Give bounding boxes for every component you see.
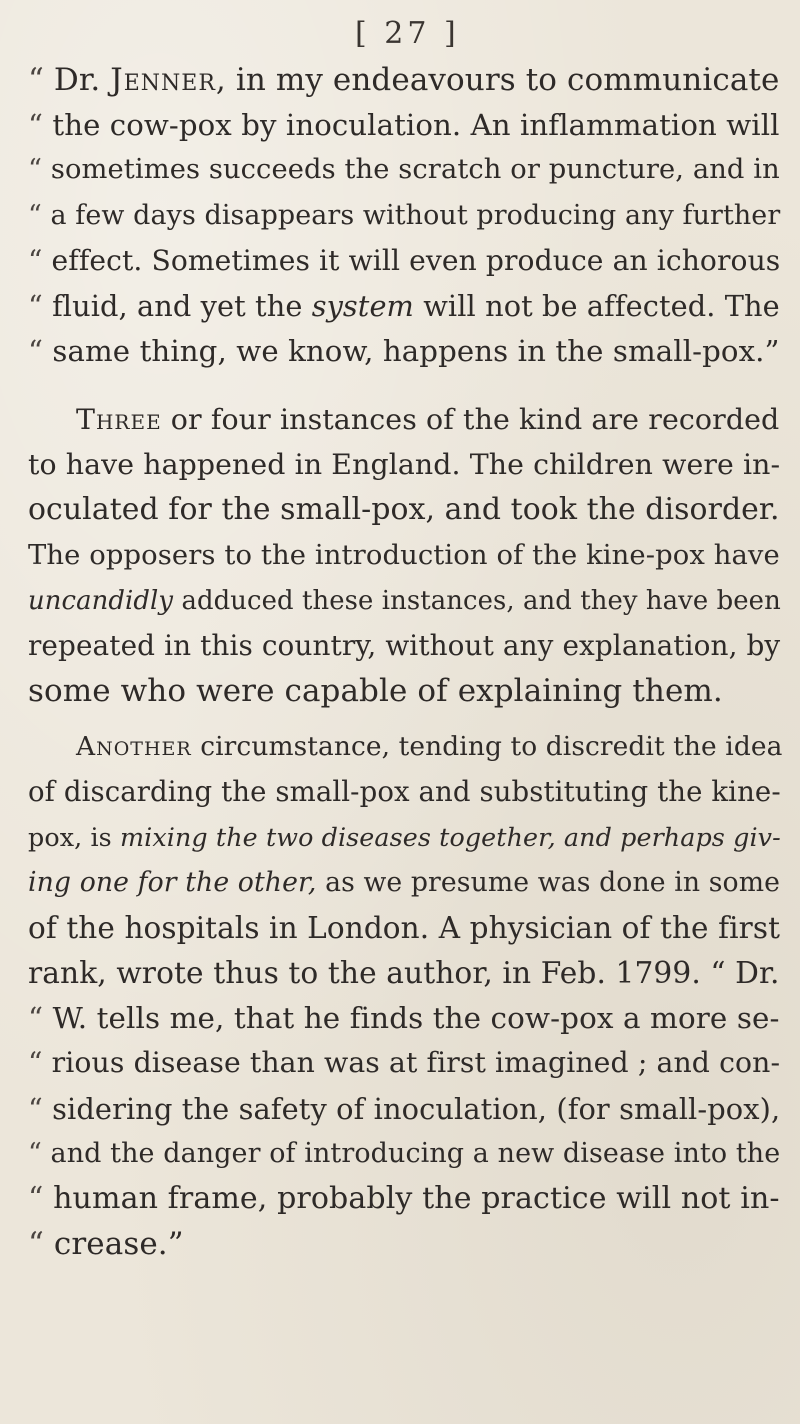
text-line (28, 998, 780, 1038)
text-run: Dr. (53, 62, 111, 98)
text-run: fluid, and yet the (52, 289, 312, 323)
text-line (28, 671, 723, 711)
text-run: effect. Sometimes it will even produce an ichorous (51, 243, 781, 277)
text-line (28, 626, 780, 666)
text-run: ing one for the other, (28, 866, 317, 898)
quote-mark: “ (28, 154, 51, 186)
text-line (28, 863, 780, 903)
text-line (28, 196, 780, 236)
text-run: repeated in this country, without any explanation, by (28, 629, 781, 662)
text-line (28, 445, 780, 485)
text-run: crease.” (53, 1226, 184, 1263)
text-run: sidering the safety of inoculation, (for small-pox), (52, 1091, 781, 1126)
quote-mark: “ (28, 1046, 52, 1080)
text-line (28, 1134, 780, 1174)
text-run: the cow-pox by inoculation. An inflammation will (52, 108, 780, 143)
text-line (76, 400, 779, 440)
text-run: same thing, we know, happens in the small-pox.” (52, 334, 780, 369)
text-run: some who were capable of explaining them. (28, 673, 723, 710)
text-line (28, 953, 780, 993)
text-line (28, 1089, 780, 1129)
text-run: , in my endeavours to communicate (215, 62, 780, 98)
text-run: a few days disappears without producing any further (50, 199, 781, 231)
text-line (28, 60, 779, 100)
quote-mark: “ (28, 1001, 53, 1036)
text-line (28, 1224, 184, 1264)
quote-mark: “ (28, 1091, 53, 1126)
text-run: sometimes succeeds the scratch or puncture, and in (50, 154, 780, 186)
text-run: Jenner (110, 62, 216, 98)
text-line (28, 817, 781, 857)
quote-mark: “ (28, 62, 54, 98)
text-run: to have happened in England. The children were in- (28, 448, 781, 482)
quote-mark: “ (28, 1137, 51, 1169)
text-run: will not be affected. The (413, 289, 780, 323)
quote-mark: “ (28, 1226, 54, 1263)
text-line (28, 331, 780, 371)
text-run: Three (76, 403, 162, 436)
quote-mark: “ (28, 334, 53, 369)
text-line (28, 1179, 780, 1219)
text-run: oculated for the small-pox, and took the disorder. (28, 492, 780, 528)
text-line (28, 581, 781, 621)
text-line (28, 1043, 780, 1083)
text-run: Another (76, 731, 192, 762)
page-number: [ 27 ] (355, 16, 460, 51)
text-run: pox, is (28, 822, 120, 853)
text-run: The opposers to the introduction of the kine-pox have (28, 539, 780, 571)
text-run: or four instances of the kind are recorded (161, 403, 780, 436)
text-run: rious disease than was at first imagined ; and con- (51, 1046, 781, 1080)
text-line (28, 286, 780, 326)
text-run: of discarding the small-pox and substituting the kine- (28, 776, 781, 809)
text-run: circumstance, tending to discredit the idea (191, 731, 783, 762)
quote-mark: “ (28, 1181, 54, 1216)
text-run: as we presume was done in some (316, 866, 780, 898)
text-line (76, 727, 782, 767)
quote-mark: “ (28, 199, 51, 231)
text-run: rank, wrote thus to the author, in Feb. 1799. “ Dr. (28, 955, 780, 990)
text-run: mixing the two diseases together, and perhaps giv- (119, 822, 781, 853)
quote-mark: “ (28, 108, 53, 143)
text-run: system (311, 289, 414, 323)
text-run: uncandidly (28, 585, 174, 616)
quote-mark: “ (28, 289, 53, 323)
text-run: of the hospitals in London. A physician of the first (28, 910, 781, 945)
text-line (28, 150, 780, 190)
text-run: human frame, probably the practice will not in- (53, 1181, 780, 1216)
text-line (28, 536, 780, 576)
text-line (28, 908, 780, 948)
text-line (28, 241, 780, 281)
text-run: W. tells me, that he finds the cow-pox a more se- (52, 1001, 780, 1036)
text-run: and the danger of introducing a new disease into the (50, 1137, 781, 1169)
text-line (28, 105, 780, 145)
text-line (28, 772, 781, 812)
quote-mark: “ (28, 243, 52, 277)
text-run: adduced these instances, and they have been (173, 585, 781, 616)
text-line (28, 490, 780, 530)
